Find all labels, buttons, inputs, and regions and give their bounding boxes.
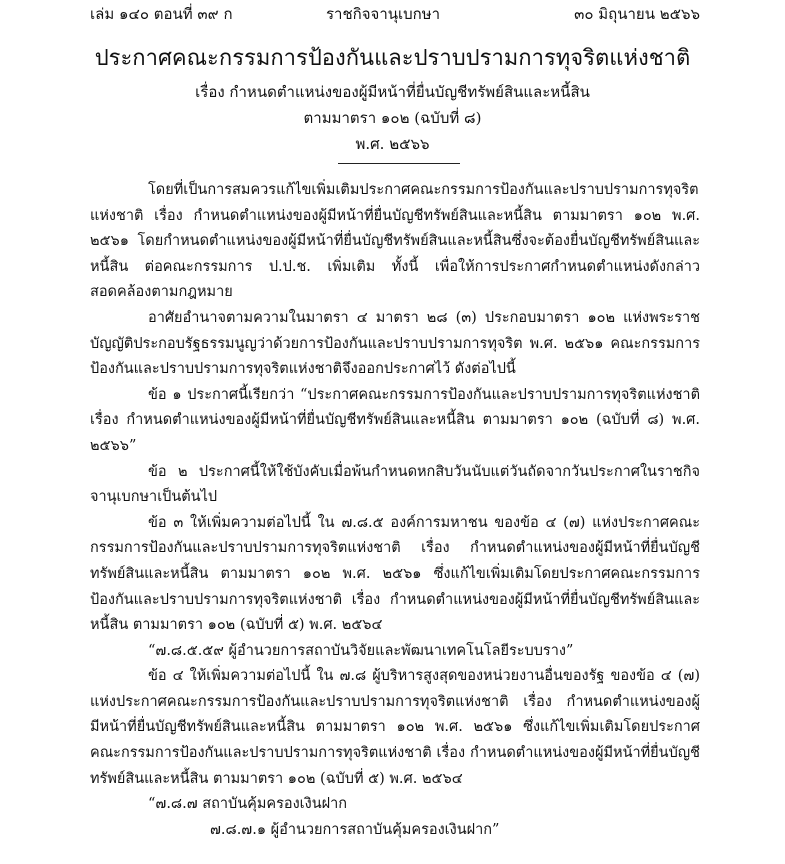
clause-4: ข้อ ๔ ให้เพิ่มความต่อไปนี้ ใน ๗.๘ ผู้บริหารสูงสุดของหน่วยงานอื่นของรัฐ ของข้อ ๔ (๗) แห่งประกาศคณะกรรมการป้องกันและปราบปรามการทุจริตแห่งชาติ เรื่อง กำหนดตำแหน่งของผู้มีหน้าที่ยื่นบัญชีทรัพย์สินและหนี้สิน ตามมาตรา ๑๐๒ พ.ศ. ๒๕๖๑ ซึ่งแก้ไขเพิ่มเติมโดยประกาศคณะกรรมการป้องกันและปราบปรามการทุจริตแห่งชาติ เรื่อง กำหนดตำแหน่งของผู้มีหน้าที่ยื่นบัญชีทรัพย์สินและหนี้สิน ตามมาตรา ๑๐๒ (ฉบับที่ ๕) พ.ศ. ๒๕๖๔ [90,668,700,787]
clause-4-quote-1: “๗.๘.๗ สถาบันคุ้มครองเงินฝาก [148,796,348,813]
publication-date: ๓๐ มิถุนายน ๒๕๖๖ [574,5,700,23]
title-divider [338,163,460,164]
preamble-paragraph: โดยที่เป็นการสมควรแก้ไขเพิ่มเติมประกาศคณะกรรมการป้องกันและปราบปรามการทุจริตแห่งชาติ เรื่อง กำหนดตำแหน่งของผู้มีหน้าที่ยื่นบัญชีทรัพย์สินและหนี้สิน ตามมาตรา ๑๐๒ พ.ศ. ๒๕๖๑ โดยกำหนดตำแหน่งของผู้มีหน้าที่ยื่นบัญชีทรัพย์สินและหนี้สินซึ่งจะต้องยื่นบัญชีทรัพย์สินและหนี้สิน ต่อคณะกรรมการ ป.ป.ช. เพิ่มเติม ทั้งนี้ เพื่อให้การประกาศกำหนดตำแหน่งดังกล่าวสอดคล้องตามกฎหมาย [90,182,700,301]
publication-name: ราชกิจจานุเบกษา [326,5,441,23]
authority-paragraph: อาศัยอำนาจตามความในมาตรา ๔ มาตรา ๒๘ (๓) ประกอบมาตรา ๑๐๒ แห่งพระราชบัญญัติประกอบรัฐธรรมนูญว่าด้วยการป้องกันและปราบปรามการทุจริต พ.ศ. ๒๕๖๑ คณะกรรมการป้องกันและปราบปรามการทุจริตแห่งชาติจึงออกประกาศไว้ ดังต่อไปนี้ [90,309,700,378]
document-year: พ.ศ. ๒๕๖๖ [355,135,430,153]
clause-2: ข้อ ๒ ประกาศนี้ให้ใช้บังคับเมื่อพ้นกำหนดหกสิบวันนับแต่วันถัดจากวันประกาศในราชกิจจานุเบกษาเป็นต้นไป [90,463,700,506]
clause-1: ข้อ ๑ ประกาศนี้เรียกว่า “ประกาศคณะกรรมการป้องกันและปราบปรามการทุจริตแห่งชาติ เรื่อง กำหนดตำแหน่งของผู้มีหน้าที่ยื่นบัญชีทรัพย์สินและหนี้สิน ตามมาตรา ๑๐๒ (ฉบับที่ ๘) พ.ศ. ๒๕๖๖” [90,386,700,454]
clause-3: ข้อ ๓ ให้เพิ่มความต่อไปนี้ ใน ๗.๘.๕ องค์การมหาชน ของข้อ ๔ (๗) แห่งประกาศคณะกรรมการป้องกันและปราบปรามการทุจริตแห่งชาติ เรื่อง กำหนดตำแหน่งของผู้มีหน้าที่ยื่นบัญชีทรัพย์สินและหนี้สิน ตามมาตรา ๑๐๒ พ.ศ. ๒๕๖๑ ซึ่งแก้ไขเพิ่มเติมโดยประกาศคณะกรรมการป้องกันและปราบปรามการทุจริตแห่งชาติ เรื่อง กำหนดตำแหน่งของผู้มีหน้าที่ยื่นบัญชีทรัพย์สินและหนี้สิน ตามมาตรา ๑๐๒ (ฉบับที่ ๕) พ.ศ. ๒๕๖๔ [90,514,700,634]
gazette-header [90,4,700,26]
document-section: ตามมาตรา ๑๐๒ (ฉบับที่ ๘) [303,109,482,127]
clause-3-quote: “๗.๘.๕.๕๙ ผู้อำนวยการสถาบันวิจัยและพัฒนาเทคโนโลยีระบบราง” [148,642,574,659]
document-subject: เรื่อง กำหนดตำแหน่งของผู้มีหน้าที่ยื่นบัญชีทรัพย์สินและหนี้สิน [195,83,590,101]
document-body [90,178,700,843]
document-title: ประกาศคณะกรรมการป้องกันและปราบปรามการทุจริตแห่งชาติ [94,46,691,71]
clause-4-quote-2: ๗.๘.๗.๑ ผู้อำนวยการสถาบันคุ้มครองเงินฝาก” [210,821,500,838]
issue-info: เล่ม ๑๔๐ ตอนที่ ๓๙ ก [90,5,233,23]
